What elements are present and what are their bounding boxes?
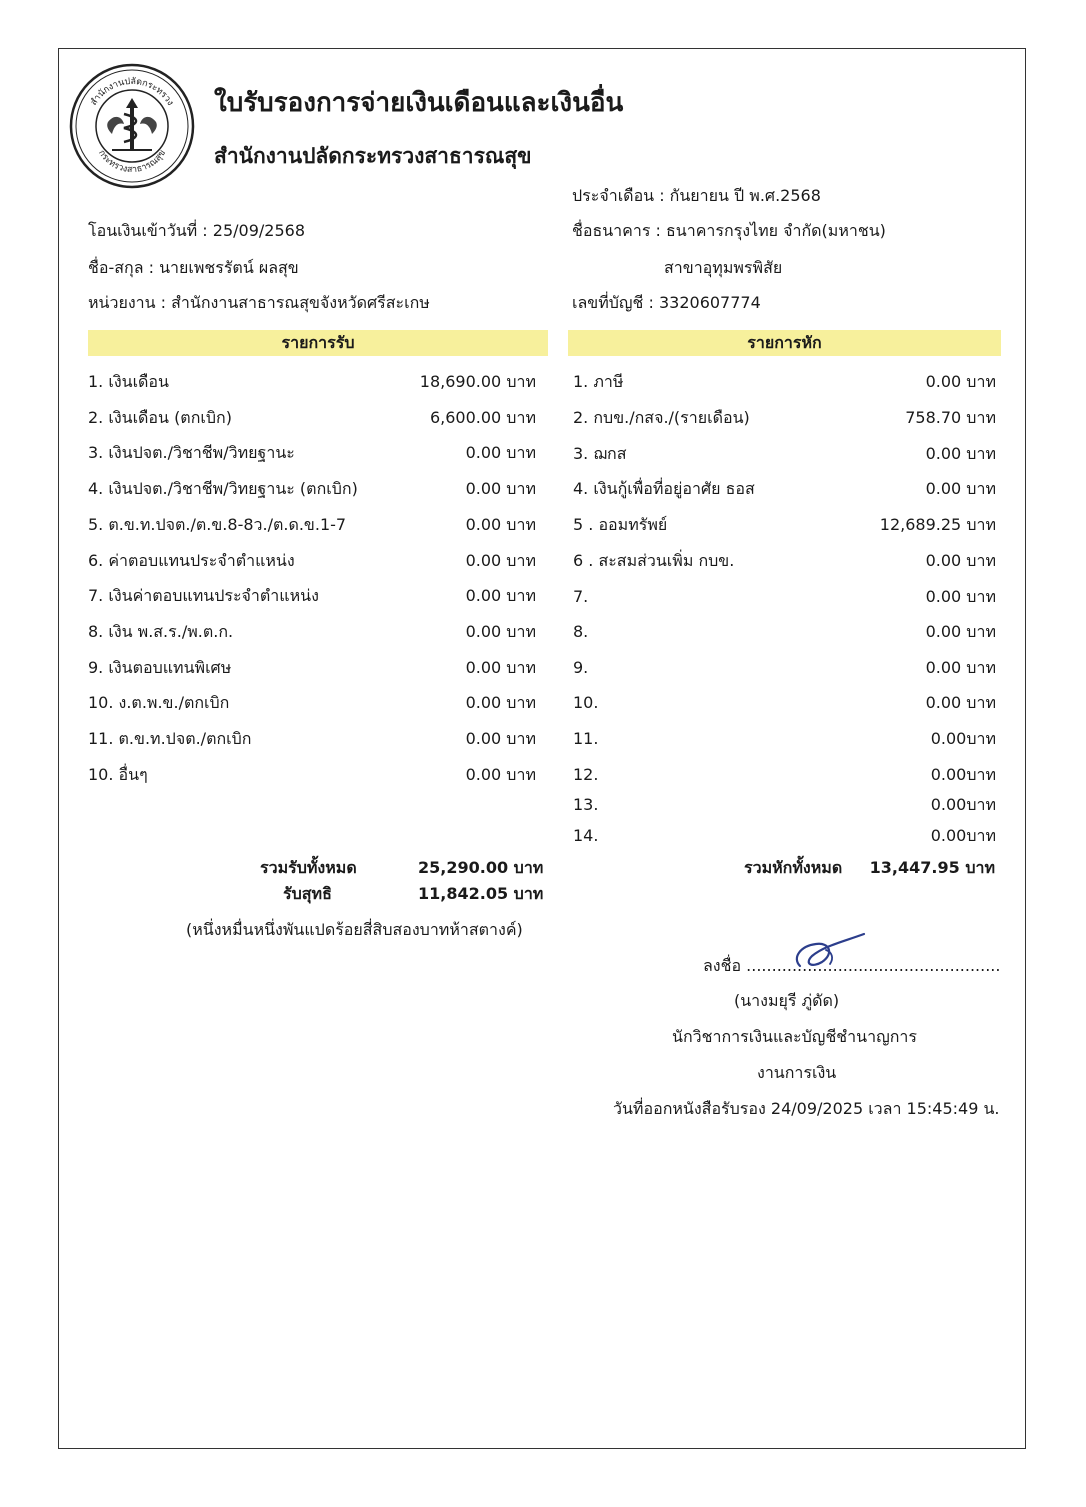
item-amount: 0.00 บาท bbox=[465, 479, 536, 499]
item-amount: 0.00 บาท bbox=[925, 479, 996, 498]
item-amount: 0.00 บาท bbox=[925, 658, 996, 677]
list-item bbox=[573, 728, 996, 750]
income-total-amount: 25,290.00 บาท bbox=[418, 858, 544, 877]
document-subtitle: สำนักงานปลัดกระทรวงสาธารณสุข bbox=[214, 144, 532, 168]
item-label: 2. เงินเดือน (ตกเบิก) bbox=[88, 407, 232, 427]
item-label: 11. bbox=[573, 729, 599, 748]
item-amount: 12,689.25 บาท bbox=[879, 515, 996, 534]
handwritten-signature bbox=[790, 928, 870, 974]
item-amount: 0.00 บาท bbox=[465, 550, 536, 570]
list-item bbox=[88, 692, 536, 714]
item-label: 10. อื่นๆ bbox=[88, 764, 148, 784]
item-label: 6 . สะสมส่วนเพิ่ม กบข. bbox=[573, 551, 735, 570]
signature-line: ลงชื่อ .................................................. bbox=[703, 956, 1001, 975]
net-pay-amount: 11,842.05 บาท bbox=[418, 884, 544, 903]
list-item bbox=[573, 657, 996, 679]
item-label: 8. bbox=[573, 622, 589, 641]
item-amount: 0.00 บาท bbox=[465, 693, 536, 713]
item-amount: 0.00บาท bbox=[930, 729, 996, 748]
list-item bbox=[88, 371, 536, 393]
item-amount: 18,690.00 บาท bbox=[419, 372, 536, 391]
item-amount: 6,600.00 บาท bbox=[429, 407, 536, 427]
account-number: เลขที่บัญชี : 3320607774 bbox=[572, 293, 761, 312]
item-label: 10. ง.ต.พ.ข./ตกเบิก bbox=[88, 693, 230, 713]
item-label: 1. ภาษี bbox=[573, 372, 624, 391]
item-label: 5 . ออมทรัพย์ bbox=[573, 515, 668, 534]
signer-position: นักวิชาการเงินและบัญชีชำนาญการ bbox=[672, 1027, 917, 1046]
deductions-total-label: รวมหักทั้งหมด bbox=[744, 858, 843, 877]
list-item bbox=[573, 514, 996, 536]
item-amount: 0.00 บาท bbox=[465, 764, 536, 784]
item-amount: 0.00 บาท bbox=[465, 657, 536, 677]
income-heading: รายการรับ bbox=[88, 330, 548, 356]
list-item bbox=[573, 550, 996, 572]
item-label: 13. bbox=[573, 795, 599, 814]
item-amount: 0.00บาท bbox=[930, 765, 996, 784]
signer-name: (นางมยุรี ภู่ดัด) bbox=[734, 991, 840, 1010]
bank-name: ชื่อธนาคาร : ธนาคารกรุงไทย จำกัด(มหาชน) bbox=[572, 221, 886, 240]
item-label: 11. ต.ข.ท.ปจต./ตกเบิก bbox=[88, 729, 252, 748]
item-amount: 0.00 บาท bbox=[925, 693, 996, 712]
deductions-heading: รายการหัก bbox=[568, 330, 1001, 356]
deductions-total-amount: 13,447.95 บาท bbox=[869, 858, 995, 877]
item-label: 9. bbox=[573, 658, 589, 677]
item-label: 14. bbox=[573, 826, 599, 845]
item-label: 7. เงินค่าตอบแทนประจำตำแหน่ง bbox=[88, 586, 319, 606]
employee-name: ชื่อ-สกุล : นายเพชรรัตน์ ผลสุข bbox=[88, 258, 299, 277]
item-label: 10. bbox=[573, 693, 599, 712]
item-amount: 0.00 บาท bbox=[465, 621, 536, 641]
svg-text:กระทรวงสาธารณสุข: กระทรวงสาธารณสุข bbox=[96, 148, 168, 176]
list-item bbox=[573, 825, 996, 847]
list-item bbox=[573, 794, 996, 816]
item-amount: 0.00 บาท bbox=[465, 514, 536, 534]
list-item bbox=[88, 514, 536, 536]
item-amount: 0.00 บาท bbox=[925, 372, 996, 391]
item-label: 9. เงินตอบแทนพิเศษ bbox=[88, 657, 232, 677]
item-label: 7. bbox=[573, 587, 589, 606]
item-amount: 758.70 บาท bbox=[905, 408, 996, 427]
list-item bbox=[88, 764, 536, 786]
item-amount: 0.00 บาท bbox=[925, 622, 996, 641]
list-item bbox=[88, 657, 536, 679]
issue-timestamp: วันที่ออกหนังสือรับรอง 24/09/2025 เวลา 15:45:49 น. bbox=[613, 1099, 1000, 1118]
item-label: 6. ค่าตอบแทนประจำตำแหน่ง bbox=[88, 550, 295, 570]
list-item bbox=[573, 621, 996, 643]
item-amount: 0.00 บาท bbox=[925, 551, 996, 570]
list-item bbox=[573, 371, 996, 393]
item-label: 4. เงินปจต./วิชาชีพ/วิทยฐานะ (ตกเบิก) bbox=[88, 479, 358, 499]
item-label: 4. เงินกู้เพื่อที่อยู่อาศัย ธอส bbox=[573, 479, 755, 498]
item-label: 12. bbox=[573, 765, 599, 784]
list-item bbox=[88, 621, 536, 643]
item-amount: 0.00 บาท bbox=[465, 443, 536, 463]
list-item bbox=[573, 586, 996, 608]
transfer-date: โอนเงินเข้าวันที่ : 25/09/2568 bbox=[88, 221, 305, 240]
bank-branch: สาขาอุทุมพรพิสัย bbox=[664, 258, 783, 277]
list-item bbox=[88, 407, 536, 429]
income-total-label: รวมรับทั้งหมด bbox=[260, 858, 357, 877]
item-amount: 0.00 บาท bbox=[925, 444, 996, 463]
item-label: 2. กบข./กสจ./(รายเดือน) bbox=[573, 408, 750, 427]
item-label: 3. เงินปจต./วิชาชีพ/วิทยฐานะ bbox=[88, 443, 295, 463]
list-item bbox=[573, 407, 996, 429]
pay-period: ประจำเดือน : กันยายน ปี พ.ศ.2568 bbox=[572, 186, 821, 205]
item-amount: 0.00บาท bbox=[930, 795, 996, 814]
item-label: 8. เงิน พ.ส.ร./พ.ต.ก. bbox=[88, 621, 234, 641]
item-label: 1. เงินเดือน bbox=[88, 372, 169, 391]
signer-department: งานการเงิน bbox=[757, 1063, 837, 1082]
list-item bbox=[88, 585, 536, 607]
list-item bbox=[88, 728, 536, 750]
svg-text:สำนักงานปลัดกระทรวง: สำนักงานปลัดกระทรวง bbox=[89, 76, 176, 108]
ministry-seal-icon bbox=[68, 62, 196, 190]
list-item bbox=[88, 550, 536, 572]
net-pay-label: รับสุทธิ bbox=[283, 884, 332, 903]
item-amount: 0.00 บาท bbox=[465, 729, 536, 748]
item-amount: 0.00 บาท bbox=[465, 586, 536, 606]
item-amount: 0.00บาท bbox=[930, 826, 996, 845]
list-item bbox=[88, 442, 536, 464]
work-unit: หน่วยงาน : สำนักงานสาธารณสุขจังหวัดศรีสะเกษ bbox=[88, 293, 430, 312]
list-item bbox=[573, 478, 996, 500]
list-item bbox=[88, 478, 536, 500]
document-title: ใบรับรองการจ่ายเงินเดือนและเงินอื่น bbox=[214, 88, 624, 118]
item-label: 3. ฌกส bbox=[573, 444, 627, 463]
list-item bbox=[573, 443, 996, 465]
list-item bbox=[573, 764, 996, 786]
list-item bbox=[573, 692, 996, 714]
item-label: 5. ต.ข.ท.ปจต./ต.ข.8-8ว./ต.ด.ข.1-7 bbox=[88, 514, 347, 534]
net-pay-words: (หนึ่งหมื่นหนึ่งพันแปดร้อยสี่สิบสองบาทห้าสตางค์) bbox=[186, 920, 523, 939]
item-amount: 0.00 บาท bbox=[925, 587, 996, 606]
